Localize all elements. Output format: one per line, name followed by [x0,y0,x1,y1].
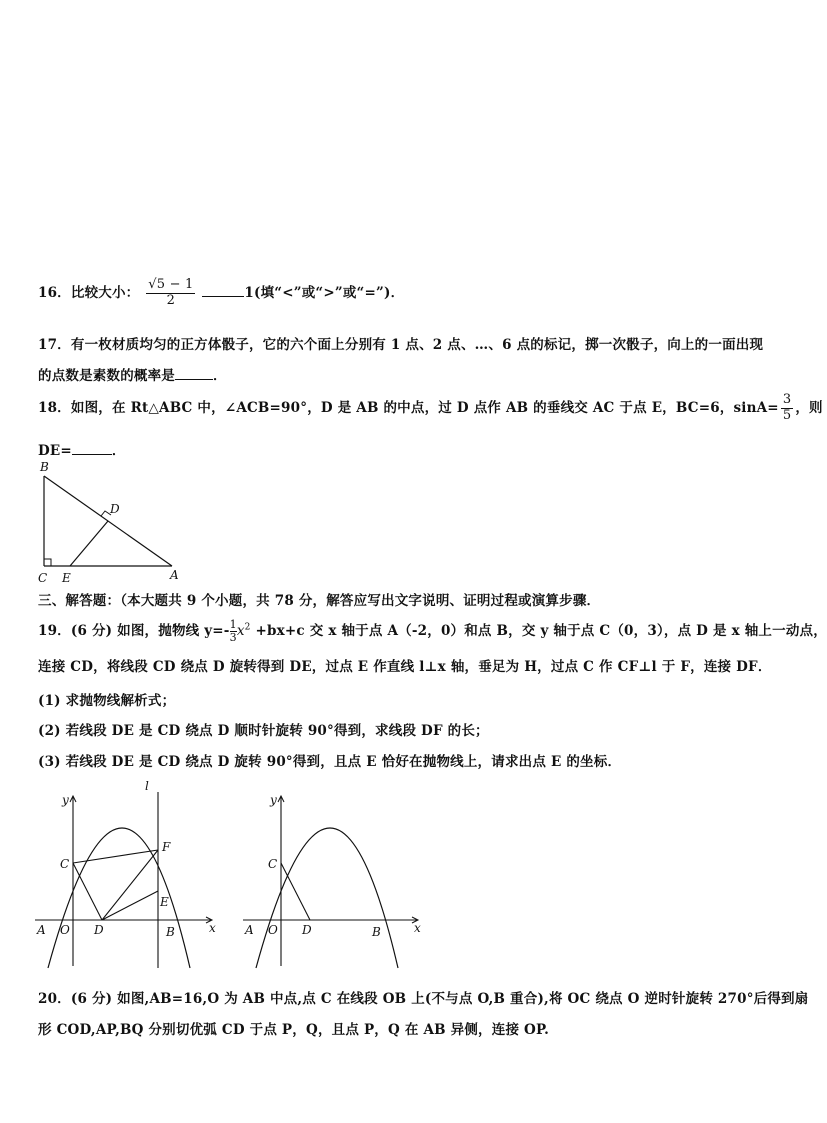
q16-frac-num: √5 − 1 [148,277,194,292]
fig2-label-o: O [268,923,278,937]
question-19-part3: (3) 若线段 DE 是 CD 绕点 D 旋转 90°得到，且点 E 恰好在抛物线上，请求出点 E 的坐标． [38,754,622,770]
fig1-label-l: l [145,779,149,793]
fig1-label-y: y [62,793,69,807]
question-17-line2 [38,364,227,384]
fig1-label-d: D [94,923,104,937]
q18-line2-prefix: DE= [38,443,72,459]
q18-label-a: A [170,568,179,582]
question-16 [38,278,404,309]
q17-line2-suffix: ． [213,368,227,384]
q18-line1-suffix: ，则 [795,399,823,416]
q19-coef-num: 1 [229,618,237,632]
fig1-label-c: C [60,857,70,871]
q18-frac-den: 5 [782,407,792,423]
q18-label-b: B [40,460,49,474]
q19-coef-den: 3 [229,631,237,644]
q19-line1-sup: 2 [244,622,251,633]
section-3-heading: 三、解答题：（本大题共 9 个小题，共 78 分，解答应写出文字说明、证明过程或演算步骤． [38,593,601,609]
q18-frac-num: 3 [782,392,792,407]
q16-answer-blank [202,284,244,297]
fig1-label-e: E [160,895,169,909]
q18-line1-prefix: 18．如图，在 Rt△ABC 中，∠ACB=90°，D 是 AB 的中点，过 D 点作 AB 的垂线交 AC 于点 E，BC=6，sinA= [38,399,779,416]
q18-triangle-figure [30,458,190,586]
fig2-label-a: A [245,923,254,937]
fig1-label-a: A [37,923,46,937]
question-17-line1: 17．有一枚材质均匀的正方体骰子，它的六个面上分别有 1 点、2 点、…、6 点的标记，掷一次骰子，向上的一面出现 [38,337,764,353]
q16-prefix: 16．比较大小： [38,284,140,301]
q16-frac-den: 2 [166,292,176,308]
q19-figure-2 [238,778,438,973]
q18-line2-suffix: ． [111,443,126,459]
q18-label-e: E [62,571,71,585]
q17-line2-prefix: 的点数是素数的概率是 [38,368,175,384]
q18-sin-fraction [781,393,793,424]
fig2-label-y: y [270,793,277,807]
fig2-label-d: D [302,923,312,937]
question-20-line2: 形 COD,AP,BQ 分别切优弧 CD 于点 P，Q，且点 P，Q 在 AB 异侧，连接 OP. [38,1022,550,1038]
q18-answer-blank [72,442,112,455]
question-19-line1 [38,619,827,644]
q19-line1-x: x [236,623,245,639]
q19-line1-a: 19．(6 分) 如图，抛物线 y=- [38,623,230,639]
fig1-label-o: O [60,923,70,937]
question-20-line1: 20．(6 分) 如图,AB=16,O 为 AB 中点,点 C 在线段 OB 上(不与点 O,B 重合),将 OC 绕点 O 逆时针旋转 270°后得到扇 [38,991,809,1007]
q19-line1-c: +bx+c 交 x 轴于点 A（-2，0）和点 B，交 y 轴于点 C（0，3），点 D 是 x 轴上一动点， [250,623,827,639]
q16-fraction [146,278,195,309]
q16-suffix: 1(填“<”或“>”或“=”)． [244,284,405,301]
q19-coef-fraction [230,619,237,643]
q19-figure-1 [30,778,230,973]
q18-label-c: C [38,571,48,585]
q17-answer-blank [175,367,213,380]
q18-label-d: D [110,502,120,516]
fig2-label-x: x [414,921,421,935]
question-19-part2: (2) 若线段 DE 是 CD 绕点 D 顺时针旋转 90°得到，求线段 DF 的长； [38,723,489,739]
fig1-label-x: x [209,921,216,935]
question-18-line1 [38,393,823,424]
fig2-label-b: B [372,925,381,939]
fig2-label-c: C [268,857,278,871]
question-19-line2: 连接 CD，将线段 CD 绕点 D 旋转得到 DE，过点 E 作直线 l⊥x 轴，垂足为 H，过点 C 作 CF⊥l 于 F，连接 DF． [38,659,772,675]
question-18-line2 [38,439,126,459]
question-19-part1: (1) 求抛物线解析式； [38,693,176,709]
fig1-label-b: B [166,925,175,939]
fig1-label-f: F [162,840,171,854]
